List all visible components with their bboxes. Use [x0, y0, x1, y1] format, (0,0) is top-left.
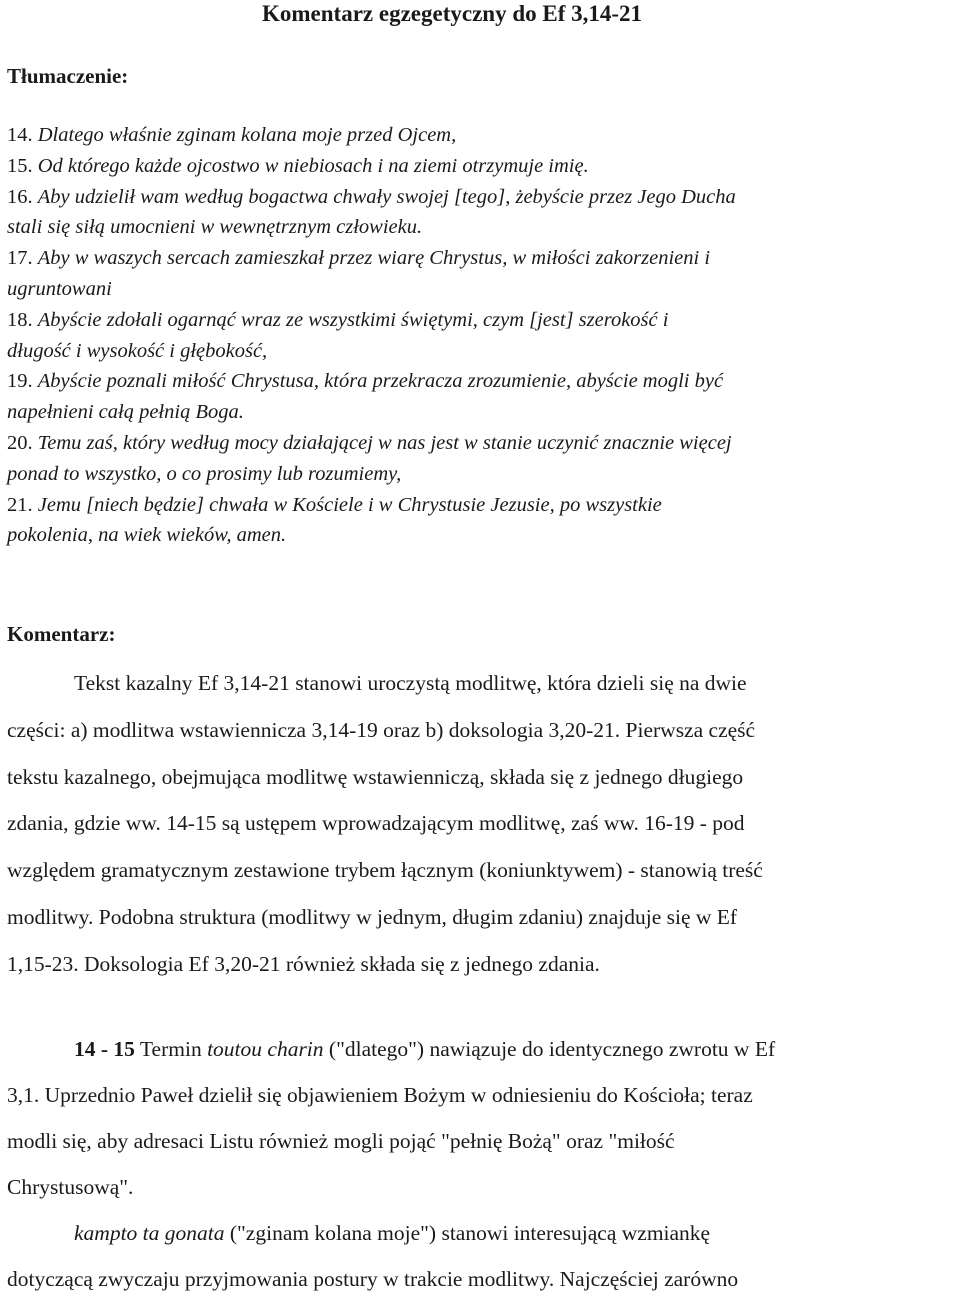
paragraph-line: zdania, gdzie ww. 14-15 są ustępem wprowadzającym modlitwę, zaś ww. 16-19 - pod [7, 811, 745, 836]
commentary-heading: Komentarz: [7, 622, 116, 646]
paragraph-line: względem gramatycznym zestawione trybem łącznym (koniunktywem) - stanowią treść [7, 858, 763, 883]
paragraph-line: 3,1. Uprzednio Paweł dzielił się objawieniem Bożym w odniesieniu do Kościoła; teraz [7, 1083, 753, 1107]
paragraph-line: 1,15-23. Doksologia Ef 3,20-21 również składa się z jednego zdania. [7, 951, 600, 976]
paragraph-line: modli się, aby adresaci Listu również mogli pojąć "pełnię Bożą" oraz "miłość [7, 1129, 675, 1153]
commentary-paragraph-2 [7, 1026, 957, 1210]
verse-18-cont: długość i wysokość i głębokość, [7, 339, 268, 362]
verse-20: 20. Temu zaś, który według mocy działającej w nas jest w stanie uczynić znacznie więcej [7, 431, 732, 454]
translation-heading: Tłumaczenie: [7, 64, 129, 88]
greek-term: toutou charin [207, 1037, 324, 1061]
paragraph-line: modlitwy. Podobna struktura (modlitwy w jednym, długim zdaniu) znajduje się w Ef [7, 904, 738, 929]
verse-reference-label: 14 - 15 [74, 1037, 135, 1061]
verse-19: 19. Abyście poznali miłość Chrystusa, która przekracza zrozumienie, abyście mogli być [7, 370, 724, 393]
paragraph-line: dotyczącą zwyczaju przyjmowania postury w trakcie modlitwy. Najczęściej zarówno [7, 1267, 739, 1291]
verse-16: 16. Aby udzielił wam według bogactwa chwały swojej [tego], żebyście przez Jego Ducha [7, 185, 736, 208]
commentary-paragraph-1 [7, 660, 957, 988]
verse-20-cont: ponad to wszystko, o co prosimy lub rozumiemy, [7, 462, 402, 485]
document-title: Komentarz egzegetyczny do Ef 3,14-21 [262, 1, 643, 26]
verse-17-cont: ugruntowani [7, 277, 112, 300]
verse-17: 17. Aby w waszych sercach zamieszkał przez wiarę Chrystus, w miłości zakorzenieni i [7, 247, 711, 270]
paragraph-line: Tekst kazalny Ef 3,14-21 stanowi uroczystą modlitwę, która dzieli się na dwie [74, 671, 747, 695]
paragraph-line: tekstu kazalnego, obejmująca modlitwę wstawienniczą, składa się z jednego długiego [7, 764, 744, 789]
verse-18: 18. Abyście zdołali ogarnąć wraz ze wszystkimi świętymi, czym [jest] szerokość i [7, 308, 669, 331]
commentary-paragraph-3 [7, 1210, 957, 1302]
verse-14: 14. Dlatego właśnie zginam kolana moje przed Ojcem, [7, 124, 457, 146]
greek-term: kampto ta gonata [74, 1221, 225, 1245]
verse-21-cont: pokolenia, na wiek wieków, amen. [7, 524, 287, 547]
paragraph-line: części: a) modlitwa wstawiennicza 3,14-19 oraz b) doksologia 3,20-21. Pierwsza część [7, 717, 756, 742]
paragraph-line: 14 - 15 Termin toutou charin ("dlatego") nawiązuje do identycznego zwrotu w Ef [74, 1037, 776, 1061]
verse-19-cont: napełnieni całą pełnią Boga. [7, 401, 244, 424]
verse-15: 15. Od którego każde ojcostwo w niebiosach i na ziemi otrzymuje imię. [7, 154, 589, 177]
verse-16-cont: stali się siłą umocnieni w wewnętrznym człowieku. [7, 216, 423, 239]
paragraph-line: kampto ta gonata ("zginam kolana moje") stanowi interesującą wzmiankę [74, 1221, 711, 1245]
paragraph-line: Chrystusową". [7, 1175, 134, 1199]
verse-21: 21. Jemu [niech będzie] chwała w Kościele i w Chrystusie Jezusie, po wszystkie [7, 493, 662, 516]
translation-verses [7, 120, 957, 551]
